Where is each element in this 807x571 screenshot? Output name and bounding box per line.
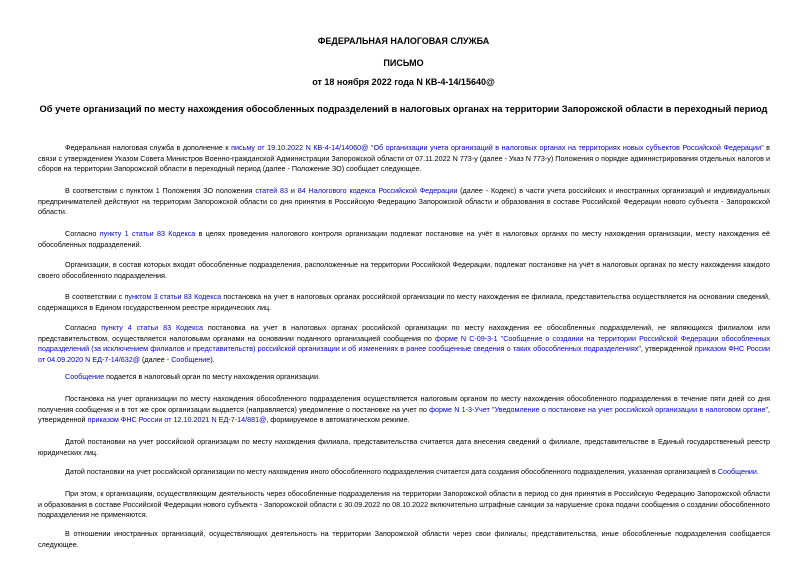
link-article-83-p4[interactable]: пункту 4 статьи 83 Кодекса: [101, 323, 203, 332]
link-article-84-tax-code[interactable]: 84 Налогового кодекса Российской Федерации: [297, 186, 458, 195]
paragraph-8: Постановка на учет организации по месту нахождения обособленного подразделения осуществляется налоговым органом по месту нахождения обособленного подразделения в течение пяти дней со дня получения сообщения и в тот же срок организации выдается (направляется) уведомление о постановке на учет по форме N 1-3-Учет "Уведомление о постановке на учет российской организации в налоговом органе", утвержденной приказом ФНС России от 12.10.2021 N ЕД-7-14/881@, формируемое в автоматическом режиме.: [38, 394, 770, 425]
link-article-83-p1[interactable]: пункту 1 статьи 83 Кодекса: [99, 229, 196, 238]
link-order-881[interactable]: приказом ФНС России от 12.10.2021 N ЕД-7-14/881@: [87, 415, 267, 425]
paragraph-12: В отношении иностранных организаций, осуществляющих деятельность на территории Запорожской области через свои филиалы, представительства, иные обособленные подразделения сообщается следующее.: [38, 529, 770, 549]
link-soobshchenie-2[interactable]: Сообщение: [65, 372, 105, 381]
link-form-c-09-3-1[interactable]: форме N С-09-3-1 "Сообщение о создании на территории Российской Федерации обособленных подразделений (за исключением филиалов и представительств) российской организации и об изменениях в ранее сообщенные сведения о таких обособленных подразделениях": [38, 333, 770, 354]
link-soobshchenii[interactable]: Сообщении: [717, 467, 757, 476]
document-type: ПИСЬМО: [383, 58, 424, 68]
link-article-83-p3[interactable]: пунктом 3 статьи 83 Кодекса: [124, 292, 222, 301]
document-title: Об учете организаций по месту нахождения обособленных подразделений в налоговых органах на территории Запорожской области в переходный период: [39, 104, 768, 114]
paragraph-2: В соответствии с пунктом 1 Положения ЗО положения статей 83 и 84 Налогового кодекса Российской Федерации (далее - Кодекс) в части учета российских и иностранных организаций и индивидуальных предпринимателей действуют на территории Запорожской области со дня принятия в Российскую Федерацию Запорожской области и образования в составе Российской Федерации нового субъекта - Запорожской области.: [38, 186, 770, 217]
link-article-83[interactable]: статей 83: [255, 186, 289, 195]
paragraph-10: Датой постановки на учет российской организации по месту нахождения иного обособленного подразделения считается дата создания обособленного подразделения, указанная организацией в Сообщении.: [65, 467, 759, 476]
paragraph-6: Согласно пункту 4 статьи 83 Кодекса постановка на учет в налоговых органах российской организации по месту нахождения ее обособленных подразделений, не являющихся филиалом или представительством, осуществляется налоговыми органами на основании поданного организацией сообщения по форме N С-09-3-1 "Сообщение о создании на территории Российской Федерации обособленных подразделений (за исключением филиалов и представительств) российской организации и об изменениях в ранее сообщенные сведения о таких обособленных подразделениях", утвержденной приказом ФНС России от 04.09.2020 N ЕД-7-14/632@ (далее - Сообщение).: [38, 323, 771, 364]
paragraph-7: Сообщение подается в налоговый орган по месту нахождения организации.: [65, 372, 320, 381]
agency-name: ФЕДЕРАЛЬНАЯ НАЛОГОВАЯ СЛУЖБА: [317, 36, 490, 46]
paragraph-1: Федеральная налоговая служба в дополнение к письму от 19.10.2022 N КВ-4-14/14060@ "Об организации учета организаций в налоговых органах на территориях новых субъектов Российской Федерации" в связи с утверждением Указом Совета Министров Военно-гражданской Администрации Запорожской области от 07.11.2022 N 773-у (далее - Указ N 773-у) Положения о порядке администрирования отдельных налогов и сборов на территории Запорожской области в переходный период (далее - Положение ЗО) сообщает следующее.: [38, 143, 770, 174]
paragraph-4: Организации, в состав которых входят обособленные подразделения, расположенные на территории Российской Федерации, подлежат постановке на учёт в налоговых органах по месту нахождения каждого своего обособленного подразделения.: [38, 260, 770, 280]
paragraph-5: В соответствии с пунктом 3 статьи 83 Кодекса постановка на учет в налоговых органах российской организации по месту нахождения ее филиала, представительства осуществляется на основании сведений, содержащихся в Едином государственном реестре юридических лиц.: [38, 292, 771, 312]
paragraph-3: Согласно пункту 1 статьи 83 Кодекса в целях проведения налогового контроля организации подлежат постановке на учёт в налоговых органах по месту нахождения организации, месту нахождения её обособленных подразделений.: [38, 229, 771, 249]
paragraph-9: Датой постановки на учет российской организации по месту нахождения филиала, представительства считается дата внесения сведений о филиале, представительстве в Единый государственный реестр юридических лиц.: [38, 437, 770, 457]
link-letter-14060[interactable]: письму от 19.10.2022 N КВ-4-14/14060@ "Об организации учета организаций в налоговых органах на территориях новых субъектов Российской Федерации": [231, 143, 764, 152]
paragraph-11: При этом, к организациям, осуществляющим деятельность через обособленные подразделения на территории Запорожской области в период со дня принятия в Российскую Федерацию Запорожской области и образования в составе Российской Федерации нового субъекта - Запорожской области с 30.09.2022 по 08.10.2022 включительно штрафные санкции за нарушение срока подачи сообщения о создании обособленного подразделения не применяются.: [38, 489, 770, 520]
link-order-632[interactable]: приказом ФНС России от 04.09.2020 N ЕД-7-14/632@: [38, 344, 771, 364]
document-date-number: от 18 ноября 2022 года N КВ-4-14/15640@: [312, 77, 495, 87]
link-soobshchenie[interactable]: Сообщение: [171, 354, 211, 364]
link-form-1-3-uchet[interactable]: форме N 1-3-Учет "Уведомление о постановке на учет российской организации в налоговом органе": [429, 404, 768, 414]
